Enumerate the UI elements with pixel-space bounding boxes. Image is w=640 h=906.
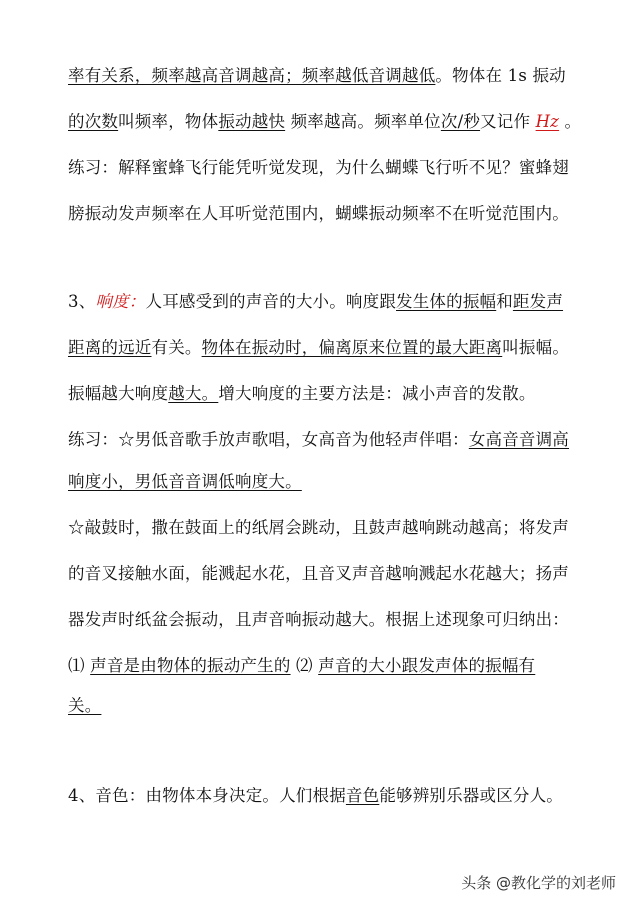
text-segment: Hz (535, 112, 560, 131)
text-line (68, 516, 608, 540)
text-segment: 的次数 (68, 112, 119, 131)
text-segment: 又记作 (480, 112, 536, 131)
text-line (68, 382, 608, 406)
text-segment: 练习：解释蜜蜂飞行能凭听觉发现，为什么蝴蝶飞行听不见？蜜蜂翅 (68, 158, 569, 177)
text-line (68, 64, 608, 88)
text-segment: 声音的大小跟发声体的振幅有 (318, 656, 536, 675)
text-segment: 器发声时纸盆会振动，且声音响振动越大。根据上述现象可归纳出： (68, 610, 569, 629)
text-segment: 和 (496, 292, 513, 311)
text-line (68, 202, 608, 226)
text-segment: 增大响度的主要方法是：减小声音的发散。 (218, 384, 536, 403)
text-segment: 振幅越大响度 (68, 384, 169, 403)
text-line (68, 608, 608, 632)
text-segment: 音色 (345, 786, 380, 805)
text-segment: 距离的远近 (68, 338, 152, 357)
text-line (68, 784, 608, 808)
text-segment: 膀振动发声频率在人耳听觉范围内，蝴蝶振动频率不在听觉范围内。 (68, 204, 569, 223)
text-line (68, 654, 608, 678)
text-segment: 物体在振动时，偏离原来位置的最大距离 (201, 338, 503, 357)
text-segment: 。物体在 1s 振动 (435, 66, 566, 85)
text-segment: 叫振幅。 (502, 338, 570, 357)
text-segment: ⑵ (290, 656, 319, 675)
text-segment: 响度： (95, 292, 146, 311)
text-segment: 次/秒 (440, 112, 481, 131)
text-line (68, 562, 608, 586)
text-line (68, 156, 608, 180)
text-segment: 人耳感受到的声音的大小。响度跟 (145, 292, 397, 311)
text-segment: 越大。 (168, 384, 219, 403)
text-segment: ☆敲鼓时，撒在鼓面上的纸屑会跳动，且鼓声越响跳动越高；将发声 (68, 518, 569, 537)
text-segment: 率有关系，频率越高音调越高；频率越低音调越低 (68, 66, 436, 85)
text-line (68, 110, 608, 134)
text-segment: ⑴ (68, 656, 91, 675)
text-segment: 频率越高。频率单位 (285, 112, 441, 131)
text-segment: 响度小，男低音音调低响度大。 (68, 472, 302, 491)
text-segment: 练习：☆男低音歌手放声歌唱，女高音为他轻声伴唱： (68, 430, 469, 449)
text-segment: 发生体的振幅 (396, 292, 497, 311)
text-segment: 叫频率，物体 (118, 112, 219, 131)
text-segment: 4、音色：由物体本身决定。人们根据 (68, 786, 346, 805)
text-segment: 距发声 (512, 292, 564, 311)
text-line (68, 694, 608, 718)
text-line (68, 336, 608, 360)
text-segment: 有关。 (151, 338, 202, 357)
text-segment: 声音是由物体的振动产生的 (90, 656, 291, 675)
text-segment: 3、 (68, 292, 96, 311)
text-line (68, 470, 608, 494)
text-segment: 女高音音调高 (468, 430, 570, 449)
text-segment: 关。 (68, 696, 102, 715)
text-segment: 的音叉接触水面，能溅起水花，且音叉声音越响溅起水花越大；扬声 (68, 564, 569, 583)
text-segment: 能够辨别乐器或区分人。 (379, 786, 564, 805)
text-line (68, 428, 608, 452)
text-line (68, 290, 608, 314)
text-segment: 振动越快 (218, 112, 286, 131)
watermark-text: 头条 @教化学的刘老师 (461, 874, 616, 892)
text-segment: 。 (559, 112, 582, 131)
